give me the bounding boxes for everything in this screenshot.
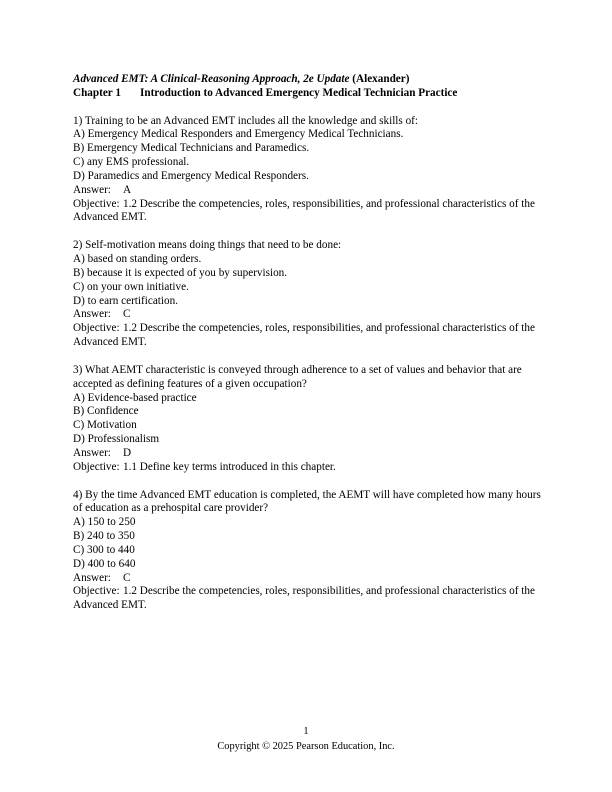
- answer-row: [73, 447, 548, 461]
- option-b: B) 240 to 350: [73, 530, 135, 543]
- answer-value: D: [123, 446, 132, 459]
- option-c: C) Motivation: [73, 419, 137, 432]
- objective-label: Objective:: [73, 460, 120, 473]
- option-b: B) because it is expected of you by supervision.: [73, 266, 288, 279]
- objective-row: [73, 198, 548, 226]
- question-3: [73, 364, 548, 475]
- option-a: A) Evidence-based practice: [73, 391, 197, 404]
- answer-row: [73, 572, 548, 586]
- option-d: D) 400 to 640: [73, 557, 136, 570]
- option-d: D) Professionalism: [73, 433, 160, 446]
- answer-label: Answer:: [73, 183, 111, 196]
- option-b: B) Confidence: [73, 405, 139, 418]
- objective-text: 1.2 Describe the competencies, roles, responsibilities, and professional characteristics of the Advanced EMT.: [73, 585, 535, 612]
- book-author: (Alexander): [349, 73, 410, 85]
- copyright-notice: Copyright © 2025 Pearson Education, Inc.: [217, 741, 395, 752]
- option-a: A) Emergency Medical Responders and Emergency Medical Technicians.: [73, 128, 404, 141]
- option-c: C) any EMS professional.: [73, 156, 190, 169]
- option-d: D) Paramedics and Emergency Medical Responders.: [73, 169, 309, 182]
- answer-value: C: [123, 308, 131, 321]
- document-page: [73, 73, 548, 613]
- objective-text: 1.1 Define key terms introduced in this chapter.: [123, 460, 336, 473]
- objective-text: 1.2 Describe the competencies, roles, responsibilities, and professional characteristics of the Advanced EMT.: [73, 322, 535, 349]
- objective-row: [73, 322, 548, 350]
- answer-row: [73, 308, 548, 322]
- question-stem: 2) Self-motivation means doing things that need to be done:: [73, 239, 342, 252]
- option-b: B) Emergency Medical Technicians and Paramedics.: [73, 142, 310, 155]
- question-stem: 4) By the time Advanced EMT education is completed, the AEMT will have completed how many hours of education as a prehospital care provider?: [73, 488, 541, 515]
- objective-label: Objective:: [73, 322, 120, 335]
- question-stem: 3) What AEMT characteristic is conveyed through adherence to a set of values and behavior that are accepted as defining features of a given occupation?: [73, 363, 522, 390]
- answer-label: Answer:: [73, 446, 111, 459]
- answer-row: [73, 184, 548, 198]
- option-c: C) 300 to 440: [73, 543, 135, 556]
- option-d: D) to earn certification.: [73, 294, 178, 307]
- objective-label: Objective:: [73, 197, 120, 210]
- answer-label: Answer:: [73, 308, 111, 321]
- objective-row: [73, 585, 548, 613]
- question-2: [73, 239, 548, 350]
- question-1: [73, 115, 548, 226]
- question-stem: 1) Training to be an Advanced EMT includes all the knowledge and skills of:: [73, 114, 418, 127]
- option-a: A) based on standing orders.: [73, 253, 202, 266]
- option-c: C) on your own initiative.: [73, 280, 189, 293]
- question-4: [73, 489, 548, 614]
- option-a: A) 150 to 250: [73, 516, 136, 529]
- chapter-header: [73, 87, 548, 101]
- answer-value: A: [123, 183, 132, 196]
- book-title: Advanced EMT: A Clinical-Reasoning Approach, 2e Update: [73, 73, 350, 85]
- objective-row: [73, 461, 548, 475]
- chapter-title: Introduction to Advanced Emergency Medical Technician Practice: [140, 86, 458, 99]
- book-header: [73, 73, 548, 87]
- answer-label: Answer:: [73, 571, 111, 584]
- objective-label: Objective:: [73, 585, 120, 598]
- chapter-label: Chapter 1: [73, 86, 121, 99]
- page-number: 1: [303, 726, 309, 737]
- objective-text: 1.2 Describe the competencies, roles, responsibilities, and professional characteristics of the Advanced EMT.: [73, 197, 535, 224]
- answer-value: C: [123, 571, 131, 584]
